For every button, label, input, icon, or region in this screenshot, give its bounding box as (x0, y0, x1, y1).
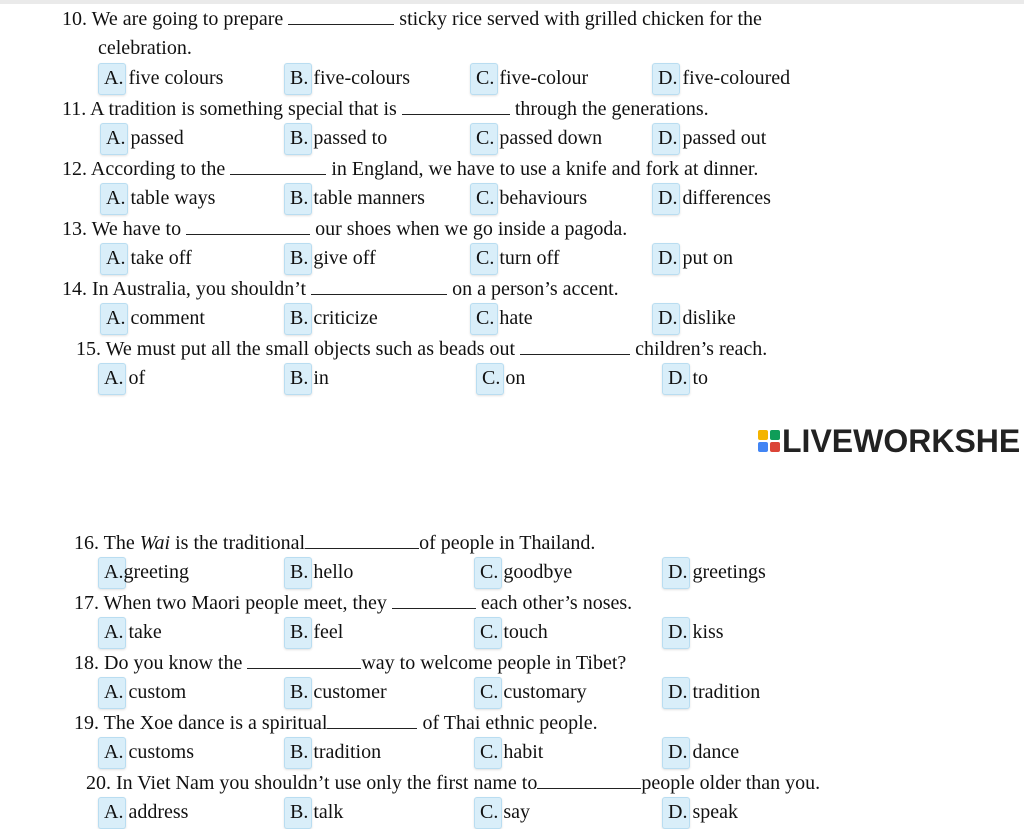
option-13-d[interactable] (658, 246, 733, 272)
option-10-a[interactable] (104, 66, 223, 92)
option-letter: A. (106, 307, 126, 329)
question-text-after: people older than you. (641, 772, 821, 794)
question-italic-term: Wai (139, 532, 171, 554)
option-letter: B. (290, 307, 309, 329)
option-text: passed down (499, 127, 603, 149)
option-letter: D. (658, 127, 678, 149)
question-text-after: sticky rice served with grilled chicken for the (399, 8, 762, 30)
question-10-continuation: celebration. (98, 37, 192, 59)
question-15 (76, 336, 767, 361)
option-19-d[interactable] (668, 740, 739, 766)
option-letter: D. (668, 801, 688, 823)
option-letter: C. (480, 741, 499, 763)
option-text: table manners (313, 187, 425, 209)
option-text: touch (503, 621, 548, 643)
option-text: habit (503, 741, 544, 763)
question-text-before: Do you know the (104, 652, 243, 674)
question-text-after: of Thai ethnic people. (422, 712, 598, 734)
option-13-c[interactable] (476, 246, 560, 272)
question-text-before: In Viet Nam you shouldn’t use only the first name to (116, 772, 538, 794)
option-16-d[interactable] (668, 560, 766, 586)
answer-blank (305, 530, 419, 549)
question-text-after: in England, we have to use a knife and fork at dinner. (331, 158, 759, 180)
option-16-a[interactable] (104, 560, 189, 586)
option-16-b[interactable] (290, 560, 353, 586)
question-number: 20. (86, 772, 111, 794)
option-letter: D. (668, 681, 688, 703)
option-text: five-colour (499, 67, 589, 89)
option-13-a[interactable] (106, 246, 192, 272)
question-text-after: each other’s noses. (480, 592, 633, 614)
option-10-b[interactable] (290, 66, 410, 92)
option-text: tradition (692, 681, 761, 703)
option-17-b[interactable] (290, 620, 343, 646)
option-text: five colours (128, 67, 224, 89)
option-text: passed to (313, 127, 388, 149)
option-letter: B. (290, 561, 309, 583)
question-text-before: The (103, 532, 135, 554)
answer-blank (392, 590, 476, 609)
option-18-d[interactable] (668, 680, 760, 706)
question-number: 10. (62, 8, 87, 30)
question-number: 13. (62, 218, 87, 240)
option-15-c[interactable] (482, 366, 525, 392)
option-text: five-coloured (682, 67, 791, 89)
option-text: customary (503, 681, 587, 703)
option-letter: A. (106, 187, 126, 209)
option-text: passed (130, 127, 184, 149)
option-15-b[interactable] (290, 366, 329, 392)
option-13-b[interactable] (290, 246, 376, 272)
option-14-d[interactable] (658, 306, 736, 332)
question-text-after: on a person’s accent. (452, 278, 619, 300)
option-letter: A. (104, 741, 124, 763)
option-text: five-colours (313, 67, 410, 89)
option-text: dislike (682, 307, 736, 329)
option-letter: D. (668, 741, 688, 763)
option-text: take (128, 621, 162, 643)
option-letter: D. (658, 247, 678, 269)
liveworksheets-logo (758, 424, 1020, 458)
option-text: customer (313, 681, 387, 703)
option-letter: A. (104, 621, 124, 643)
question-text-before: We have to (91, 218, 182, 240)
option-text: differences (682, 187, 771, 209)
option-19-c[interactable] (480, 740, 543, 766)
option-letter: A. (106, 127, 126, 149)
option-19-b[interactable] (290, 740, 381, 766)
option-16-c[interactable] (480, 560, 572, 586)
question-11 (62, 96, 709, 121)
option-letter: A. (104, 561, 124, 583)
answer-blank (311, 276, 447, 295)
option-letter: C. (476, 67, 495, 89)
answer-blank (186, 216, 310, 235)
question-number: 11. (62, 98, 87, 120)
question-19 (74, 710, 598, 735)
option-text: kiss (692, 621, 724, 643)
option-letter: D. (658, 307, 678, 329)
question-number: 18. (74, 652, 99, 674)
option-text: goodbye (503, 561, 573, 583)
question-text-before: A tradition is something special that is (90, 98, 397, 120)
question-text-before: When two Maori people meet, they (103, 592, 387, 614)
question-text-before-2: is the traditional (175, 532, 306, 554)
option-12-d[interactable] (658, 186, 771, 212)
answer-blank (230, 156, 326, 175)
option-text: customs (128, 741, 195, 763)
option-text: address (128, 801, 189, 823)
answer-blank (327, 710, 417, 729)
option-text: feel (313, 621, 344, 643)
option-letter: C. (476, 307, 495, 329)
option-12-b[interactable] (290, 186, 425, 212)
option-letter: B. (290, 681, 309, 703)
option-letter: D. (668, 561, 688, 583)
option-text: custom (128, 681, 187, 703)
option-text: dance (692, 741, 740, 763)
question-16 (74, 530, 595, 555)
option-text: to (692, 367, 709, 389)
option-letter: B. (290, 367, 309, 389)
option-12-a[interactable] (106, 186, 215, 212)
option-text: greeting (123, 561, 189, 583)
option-letter: C. (480, 681, 499, 703)
question-number: 19. (74, 712, 99, 734)
option-letter: B. (290, 247, 309, 269)
page-top-border (0, 0, 1024, 4)
question-13 (62, 216, 627, 241)
liveworksheets-logo-icon (758, 430, 780, 452)
option-letter: A. (104, 367, 124, 389)
option-letter: C. (480, 801, 499, 823)
option-19-a[interactable] (104, 740, 194, 766)
option-20-b[interactable] (290, 800, 343, 826)
option-text: take off (130, 247, 192, 269)
question-number: 14. (62, 278, 87, 300)
option-text: table ways (130, 187, 216, 209)
option-11-c[interactable] (476, 126, 602, 152)
option-letter: D. (658, 187, 678, 209)
option-17-d[interactable] (668, 620, 724, 646)
option-15-a[interactable] (104, 366, 145, 392)
option-text: talk (313, 801, 344, 823)
answer-blank (247, 650, 361, 669)
question-text-after: way to welcome people in Tibet? (361, 652, 627, 674)
option-11-b[interactable] (290, 126, 387, 152)
option-letter: D. (658, 67, 678, 89)
option-12-c[interactable] (476, 186, 587, 212)
question-10 (62, 6, 762, 31)
option-10-d[interactable] (658, 66, 790, 92)
option-20-d[interactable] (668, 800, 738, 826)
option-18-a[interactable] (104, 680, 186, 706)
question-14 (62, 276, 619, 301)
option-text: hate (499, 307, 533, 329)
option-letter: C. (476, 127, 495, 149)
option-letter: C. (476, 187, 495, 209)
option-letter: C. (480, 621, 499, 643)
question-text-after: our shoes when we go inside a pagoda. (315, 218, 628, 240)
option-letter: B. (290, 801, 309, 823)
option-letter: B. (290, 741, 309, 763)
question-text-before: The Xoe dance is a spiritual (103, 712, 328, 734)
option-text: turn off (499, 247, 560, 269)
option-15-d[interactable] (668, 366, 708, 392)
question-text-after: of people in Thailand. (419, 532, 596, 554)
question-number: 17. (74, 592, 99, 614)
option-20-a[interactable] (104, 800, 188, 826)
option-14-b[interactable] (290, 306, 378, 332)
question-text-before: In Australia, you shouldn’t (92, 278, 307, 300)
option-14-c[interactable] (476, 306, 533, 332)
option-11-a[interactable] (106, 126, 184, 152)
option-letter: D. (668, 621, 688, 643)
option-letter: A. (104, 801, 124, 823)
option-letter: B. (290, 67, 309, 89)
option-text: on (505, 367, 526, 389)
option-letter: B. (290, 127, 309, 149)
question-20 (86, 770, 820, 795)
option-letter: A. (104, 67, 124, 89)
answer-blank (288, 6, 394, 25)
answer-blank (402, 96, 510, 115)
question-text-before: We must put all the small objects such as beads out (105, 338, 516, 360)
question-text-before: According to the (90, 158, 226, 180)
option-text: behaviours (499, 187, 588, 209)
option-text: tradition (313, 741, 382, 763)
option-10-c[interactable] (476, 66, 588, 92)
question-text-after: children’s reach. (635, 338, 768, 360)
option-letter: C. (476, 247, 495, 269)
answer-blank (520, 336, 630, 355)
option-17-a[interactable] (104, 620, 162, 646)
question-number: 16. (74, 532, 99, 554)
option-text: comment (130, 307, 205, 329)
question-18 (74, 650, 626, 675)
option-17-c[interactable] (480, 620, 548, 646)
option-letter: C. (482, 367, 501, 389)
question-number: 12. (62, 158, 87, 180)
option-text: give off (313, 247, 376, 269)
option-14-a[interactable] (106, 306, 205, 332)
option-text: of (128, 367, 146, 389)
logo-text: LIVEWORKSHE (782, 423, 1021, 459)
option-text: hello (313, 561, 354, 583)
question-number: 15. (76, 338, 101, 360)
option-text: greetings (692, 561, 766, 583)
option-letter: A. (104, 681, 124, 703)
option-text: say (503, 801, 531, 823)
option-letter: A. (106, 247, 126, 269)
question-17 (74, 590, 632, 615)
question-12 (62, 156, 758, 181)
option-18-b[interactable] (290, 680, 387, 706)
option-text: put on (682, 247, 734, 269)
option-letter: C. (480, 561, 499, 583)
question-text-before: We are going to prepare (91, 8, 284, 30)
option-text: criticize (313, 307, 378, 329)
option-letter: B. (290, 621, 309, 643)
option-18-c[interactable] (480, 680, 587, 706)
answer-blank (537, 770, 641, 789)
option-text: in (313, 367, 329, 389)
option-text: passed out (682, 127, 767, 149)
option-11-d[interactable] (658, 126, 766, 152)
option-letter: B. (290, 187, 309, 209)
question-text-after: through the generations. (514, 98, 709, 120)
option-text: speak (692, 801, 738, 823)
option-20-c[interactable] (480, 800, 530, 826)
option-letter: D. (668, 367, 688, 389)
